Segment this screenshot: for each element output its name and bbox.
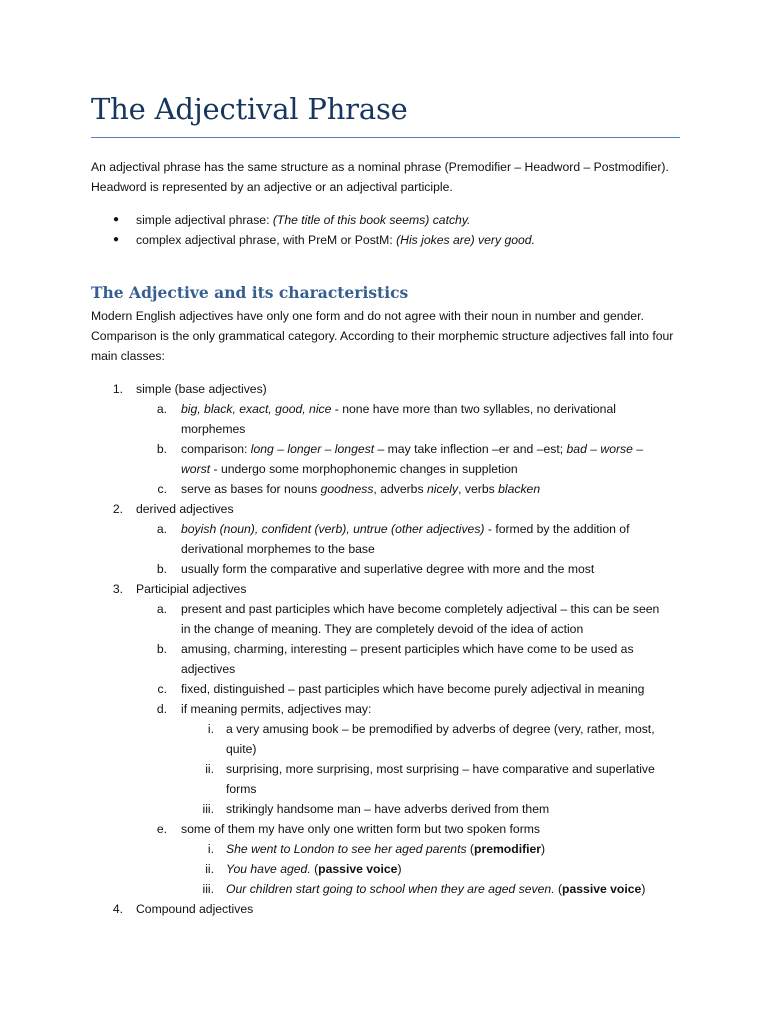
list-marker: c.	[157, 682, 167, 696]
list-item: a very amusing book – be premodified by adverbs of degree (very, rather, most,	[226, 722, 655, 736]
list-item: amusing, charming, interesting – present participles which have come to be used as	[181, 642, 634, 656]
bullet-item: simple adjectival phrase: (The title of this book seems) catchy.	[136, 213, 471, 227]
bullet-item: complex adjectival phrase, with PreM or PostM: (His jokes are) very good.	[136, 233, 535, 247]
list-marker: 3.	[112, 582, 123, 596]
list-marker: b.	[156, 442, 167, 456]
list-item-continuation: morphemes	[181, 422, 246, 436]
list-marker: b.	[156, 642, 167, 656]
list-marker: c.	[157, 482, 167, 496]
list-marker: d.	[156, 702, 167, 716]
list-marker: ii.	[205, 762, 214, 776]
list-item-continuation: adjectives	[181, 662, 236, 676]
list-item-continuation: derivational morphemes to the base	[181, 542, 375, 556]
list-item: simple (base adjectives)	[136, 382, 267, 396]
list-item: boyish (noun), confident (verb), untrue (other adjectives) - formed by the addition of	[181, 522, 630, 536]
list-item-continuation: worst - undergo some morphophonemic changes in suppletion	[181, 462, 518, 476]
page-title: The Adjectival Phrase	[91, 92, 408, 126]
list-item: derived adjectives	[136, 502, 234, 516]
section-paragraph: Modern English adjectives have only one form and do not agree with their noun in number and gender. Comparison is the only grammatical category. According to their morphemic structure adjectives fall into four main classes:	[91, 309, 674, 363]
list-marker: i.	[207, 842, 214, 856]
bullet-dot: ●	[113, 214, 120, 225]
list-item: if meaning permits, adjectives may:	[181, 702, 372, 716]
list-item: big, black, exact, good, nice - none have more than two syllables, no derivational	[181, 402, 616, 416]
list-item: usually form the comparative and superlative degree with more and the most	[181, 562, 595, 576]
list-item: She went to London to see her aged parents (premodifier)	[226, 842, 546, 856]
list-marker: 1.	[112, 382, 123, 396]
list-marker: iii.	[202, 882, 214, 896]
list-item-continuation: in the change of meaning. They are completely devoid of the idea of action	[181, 622, 584, 636]
list-item: some of them my have only one written form but two spoken forms	[181, 822, 541, 836]
list-item: serve as bases for nouns goodness, adverbs nicely, verbs blacken	[181, 482, 541, 496]
list-item: fixed, distinguished – past participles which have become purely adjectival in meaning	[181, 682, 645, 696]
list-item: present and past participles which have become completely adjectival – this can be seen	[181, 602, 660, 616]
list-item: surprising, more surprising, most surprising – have comparative and superlative	[226, 762, 655, 776]
list-marker: a.	[156, 402, 167, 416]
list-marker: a.	[156, 602, 167, 616]
list-item: Compound adjectives	[136, 902, 254, 916]
list-item-continuation: quite)	[226, 742, 257, 756]
list-marker: a.	[156, 522, 167, 536]
list-item: comparison: long – longer – longest – may take inflection –er and –est; bad – worse –	[181, 442, 644, 456]
list-item-continuation: forms	[226, 782, 257, 796]
list-item: Our children start going to school when they are aged seven. (passive voice)	[226, 882, 646, 896]
list-item: Participial adjectives	[136, 582, 247, 596]
title-underline	[91, 137, 680, 138]
list-marker: 2.	[112, 502, 123, 516]
list-item: strikingly handsome man – have adverbs derived from them	[226, 802, 550, 816]
list-marker: e.	[156, 822, 167, 836]
section-heading: The Adjective and its characteristics	[91, 283, 409, 302]
list-marker: ii.	[205, 862, 214, 876]
list-marker: i.	[207, 722, 214, 736]
bullet-dot: ●	[113, 234, 120, 245]
list-marker: 4.	[112, 902, 123, 916]
list-marker: iii.	[202, 802, 214, 816]
list-marker: b.	[156, 562, 167, 576]
intro-paragraph: An adjectival phrase has the same structure as a nominal phrase (Premodifier – Headword – Postmodifier). Headword is represented by an adjective or an adjectival participle.	[91, 160, 669, 194]
list-item: You have aged. (passive voice)	[226, 862, 402, 876]
